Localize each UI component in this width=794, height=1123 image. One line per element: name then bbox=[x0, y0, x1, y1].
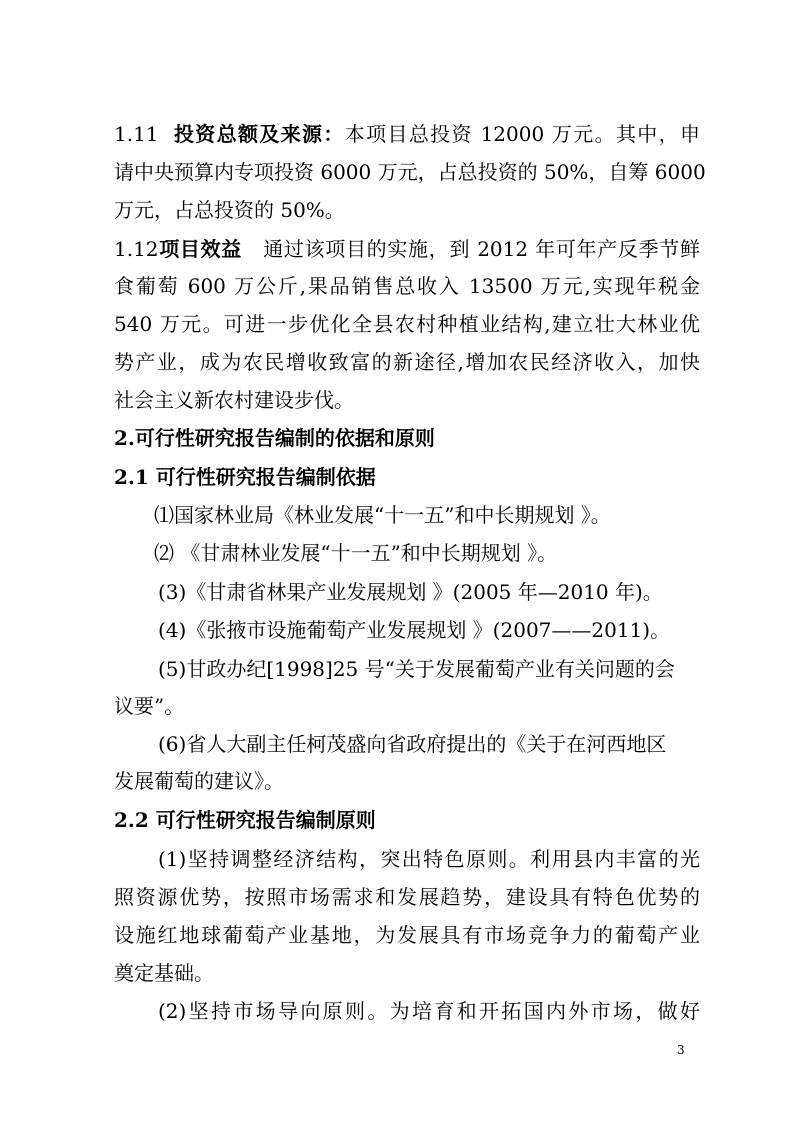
paragraph-line: 请中央预算内专项投资 6000 万元，占总投资的 50%，自筹 6000 bbox=[114, 160, 706, 184]
list-item: ⑴国家林业局《林业发展“十一五”和中长期规划 》。 bbox=[154, 503, 611, 527]
paragraph-line: (1)坚持调整经济结构，突出特色原则。利用县内丰富的光 bbox=[158, 847, 700, 871]
heading-section-2: 2.可行性研究报告编制的依据和原则 bbox=[114, 426, 435, 450]
list-item: (4)《张掖市设施葡萄产业发展规划 》(2007——2011)。 bbox=[158, 618, 671, 642]
heading-section-2-2: 2.2 可行性研究报告编制原则 bbox=[114, 808, 376, 832]
list-item: (5)甘政办纪[1998]25 号“关于发展葡萄产业有关问题的会 bbox=[158, 657, 675, 681]
paragraph-line: 设施红地球葡萄产业基地，为发展具有市场竞争力的葡萄产业 bbox=[114, 923, 700, 947]
paragraph-line: 奠定基础。 bbox=[114, 961, 214, 985]
section-heading: 投资总额及来源： bbox=[173, 122, 345, 146]
paragraph-line: 势产业，成为农民增收致富的新途径,增加农民经济收入，加快 bbox=[114, 350, 700, 374]
paragraph-line: 540 万元。可进一步优化全县农村种植业结构,建立壮大林业优 bbox=[114, 312, 700, 336]
paragraph-text: 本项目总投资 12000 万元。其中，申 bbox=[344, 122, 701, 146]
section-number: 1.12 bbox=[114, 237, 159, 261]
page-number: 3 bbox=[677, 1043, 685, 1057]
section-1-11-investment bbox=[114, 122, 700, 146]
paragraph-line: 万元，占总投资的 50%。 bbox=[114, 198, 345, 222]
list-item: (6)省人大副主任柯茂盛向省政府提出的《关于在河西地区 bbox=[158, 732, 667, 756]
list-item-continuation: 发展葡萄的建议》。 bbox=[114, 769, 284, 793]
section-number: 1.11 bbox=[114, 122, 159, 146]
section-1-12-benefits bbox=[114, 237, 700, 261]
section-heading: 项目效益 bbox=[158, 237, 243, 261]
list-item: (3)《甘肃省林果产业发展规划 》(2005 年—2010 年)。 bbox=[158, 580, 663, 604]
list-item: ⑵ 《甘肃林业发展“十一五”和中长期规划 》。 bbox=[154, 541, 558, 565]
paragraph-line: 食葡萄 600 万公斤,果品销售总收入 13500 万元,实现年税金 bbox=[114, 274, 700, 298]
paragraph-line: 社会主义新农村建设步伐。 bbox=[114, 388, 354, 412]
paragraph-text: 通过该项目的实施，到 2012 年可年产反季节鲜 bbox=[263, 237, 701, 261]
list-item-continuation: 议要”。 bbox=[114, 694, 185, 718]
heading-section-2-1: 2.1 可行性研究报告编制依据 bbox=[114, 465, 376, 489]
paragraph-line: 照资源优势，按照市场需求和发展趋势，建设具有特色优势的 bbox=[114, 885, 700, 909]
paragraph-line: (2)坚持市场导向原则。为培育和开拓国内外市场，做好 bbox=[158, 999, 700, 1023]
